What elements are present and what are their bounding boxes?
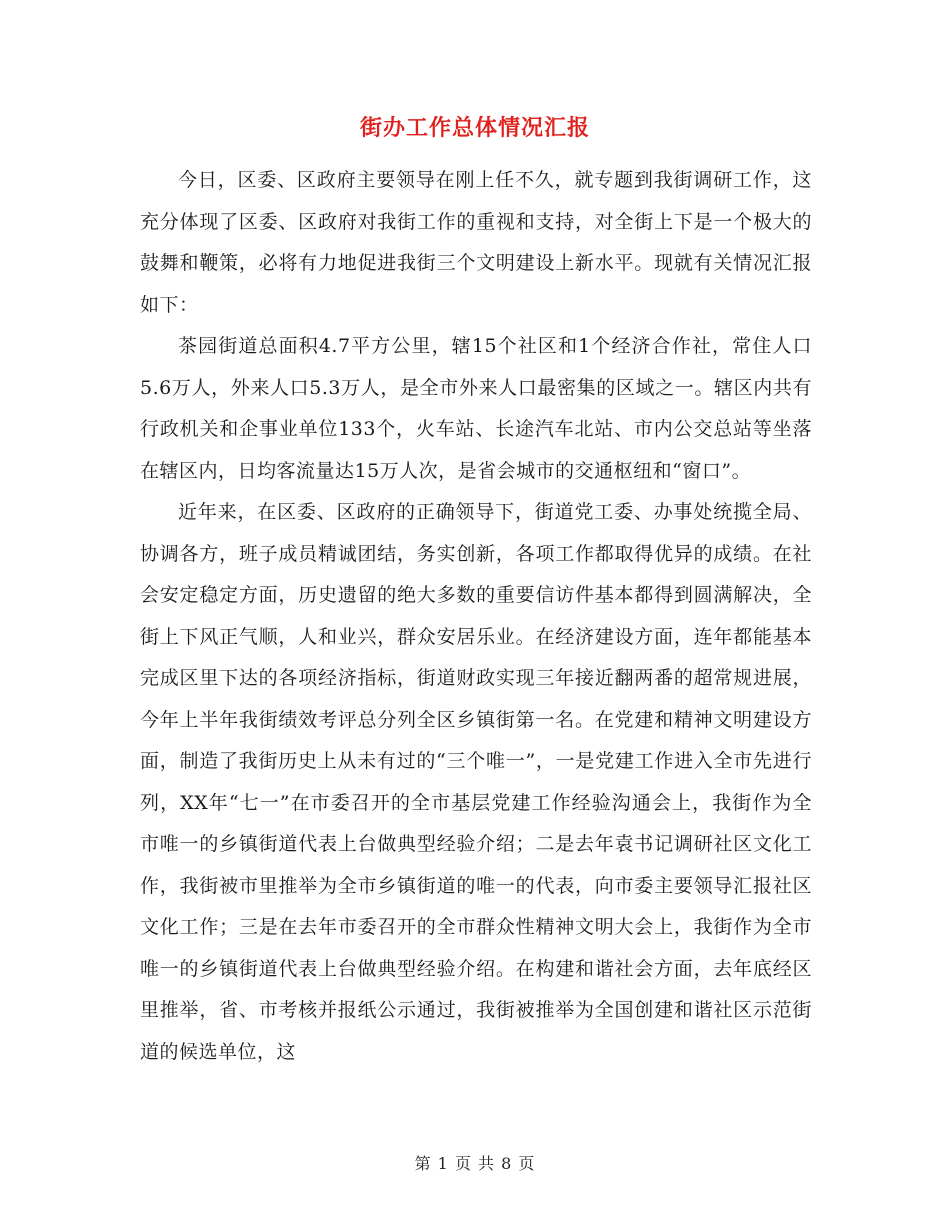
page-number-footer: 第 1 页 共 8 页	[414, 1154, 536, 1173]
paragraph-overview: 茶园街道总面积4.7平方公里，辖15个社区和1个经济合作社，常住人口5.6万人，外来人口5.3万人，是全市外来人口最密集的区域之一。辖区内共有行政机关和企事业单位133个，火车站、长途汽车北站、市内公交总站等坐落在辖区内，日均客流量达15万人次，是省会城市的交通枢纽和“窗口”。	[140, 335, 812, 482]
paragraph-intro: 今日，区委、区政府主要领导在刚上任不久，就专题到我街调研工作，这充分体现了区委、区政府对我街工作的重视和支持，对全街上下是一个极大的鼓舞和鞭策，必将有力地促进我街三个文明建设上新水平。现就有关情况汇报如下：	[140, 169, 812, 316]
document-title: 街办工作总体情况汇报	[359, 115, 590, 141]
document-body	[140, 160, 812, 1073]
paragraph-achievements: 近年来，在区委、区政府的正确领导下，街道党工委、办事处统揽全局、协调各方，班子成员精诚团结，务实创新，各项工作都取得优异的成绩。在社会安定稳定方面，历史遗留的绝大多数的重要信访件基本都得到圆满解决，全街上下风正气顺，人和业兴，群众安居乐业。在经济建设方面，连年都能基本完成区里下达的各项经济指标，街道财政实现三年接近翻两番的超常规进展，今年上半年我街绩效考评总分列全区乡镇街第一名。在党建和精神文明建设方面，制造了我街历史上从未有过的“三个唯一”，一是党建工作进入全市先进行列，XX年“七一”在市委召开的全市基层党建工作经验沟通会上，我街作为全市唯一的乡镇街道代表上台做典型经验介绍；二是去年袁书记调研社区文化工作，我街被市里推举为全市乡镇街道的唯一的代表，向市委主要领导汇报社区文化工作；三是在去年市委召开的全市群众性精神文明大会上，我街作为全市唯一的乡镇街道代表上台做典型经验介绍。在构建和谐社会方面，去年底经区里推举，省、市考核并报纸公示通过，我街被推举为全国创建和谐社区示范街道的候选单位，这	[140, 501, 812, 1063]
